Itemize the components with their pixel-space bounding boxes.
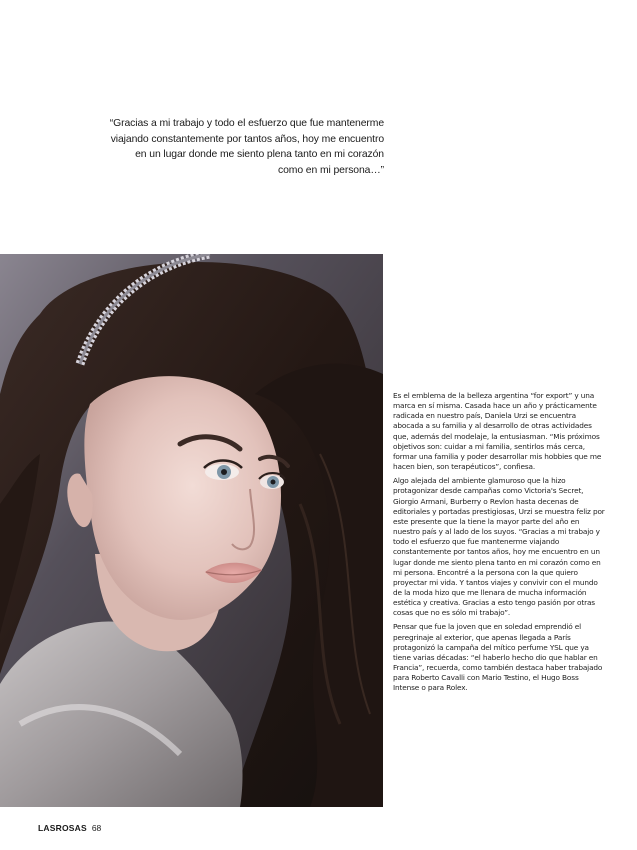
- magazine-brand: LASROSAS: [38, 823, 87, 833]
- pull-quote-line: viajando constantemente por tantos años, hoy me encuentro: [110, 133, 384, 145]
- article-paragraph: Pensar que fue la joven que en soledad emprendió el peregrinaje al exterior, que apenas llegada a París protagonizó la campaña del mítico perfume YSL que ya tiene varias décadas: “el haberlo hecho dio que hablar en Francia”, recuerda, como también destaca haber trabajado para Roberto Cavalli con Mario Testino, el Hugo Boss Intense o para Rolex.: [393, 622, 603, 693]
- pull-quote-line: en un lugar donde me siento plena tanto en mi corazón: [135, 149, 384, 161]
- article-body: [393, 391, 605, 698]
- pull-quote-line: “Gracias a mi trabajo y todo el esfuerzo que fue mantenerme: [109, 118, 384, 129]
- article-paragraph: Es el emblema de la belleza argentina “for export” y una marca en sí misma. Casada hace un año y prácticamente radicada en nuestro país, Daniela Urzi se encuentra abocada a su familia y al desarrollo de otras actividades que, además del modelaje, la entusiasman. “Mis próximos objetivos son: cuidar a mi familia, sentirlos más cerca, formar una familia y poder desarrollar mis hobbies que me hacen bien, son terapéuticos”, confiesa.: [393, 391, 602, 472]
- article-paragraph: Algo alejada del ambiente glamuroso que la hizo protagonizar desde campañas como Victoria's Secret, Giorgio Armani, Burberry o Revlon hasta decenas de editoriales y portadas prestigiosas, Urzi se muestra feliz por este presente que la tiene la mayor parte del año en nuestro país y al lado de los suyos. “Gracias a mi trabajo y todo el esfuerzo que fue mantenerme viajando constantemente por tantos años, hoy me encuentro en un lugar donde me siento plena tanto en mi corazón como en mi persona. Encontré a la persona con la que quiero proyectar mi vida. Y tantos viajes y convivir con el mundo de la moda hizo que me llenara de mucha información estética y creativa. Gracias a esto tengo pasión por otras cosas que no es sólo mi trabajo”.: [393, 476, 605, 618]
- pull-quote-line: como en mi persona…”: [278, 164, 384, 176]
- portrait-illustration: [0, 254, 383, 807]
- page-number: 68: [91, 823, 102, 833]
- page-folio: [38, 823, 101, 833]
- portrait-photo: [0, 254, 383, 807]
- pull-quote: [100, 116, 384, 178]
